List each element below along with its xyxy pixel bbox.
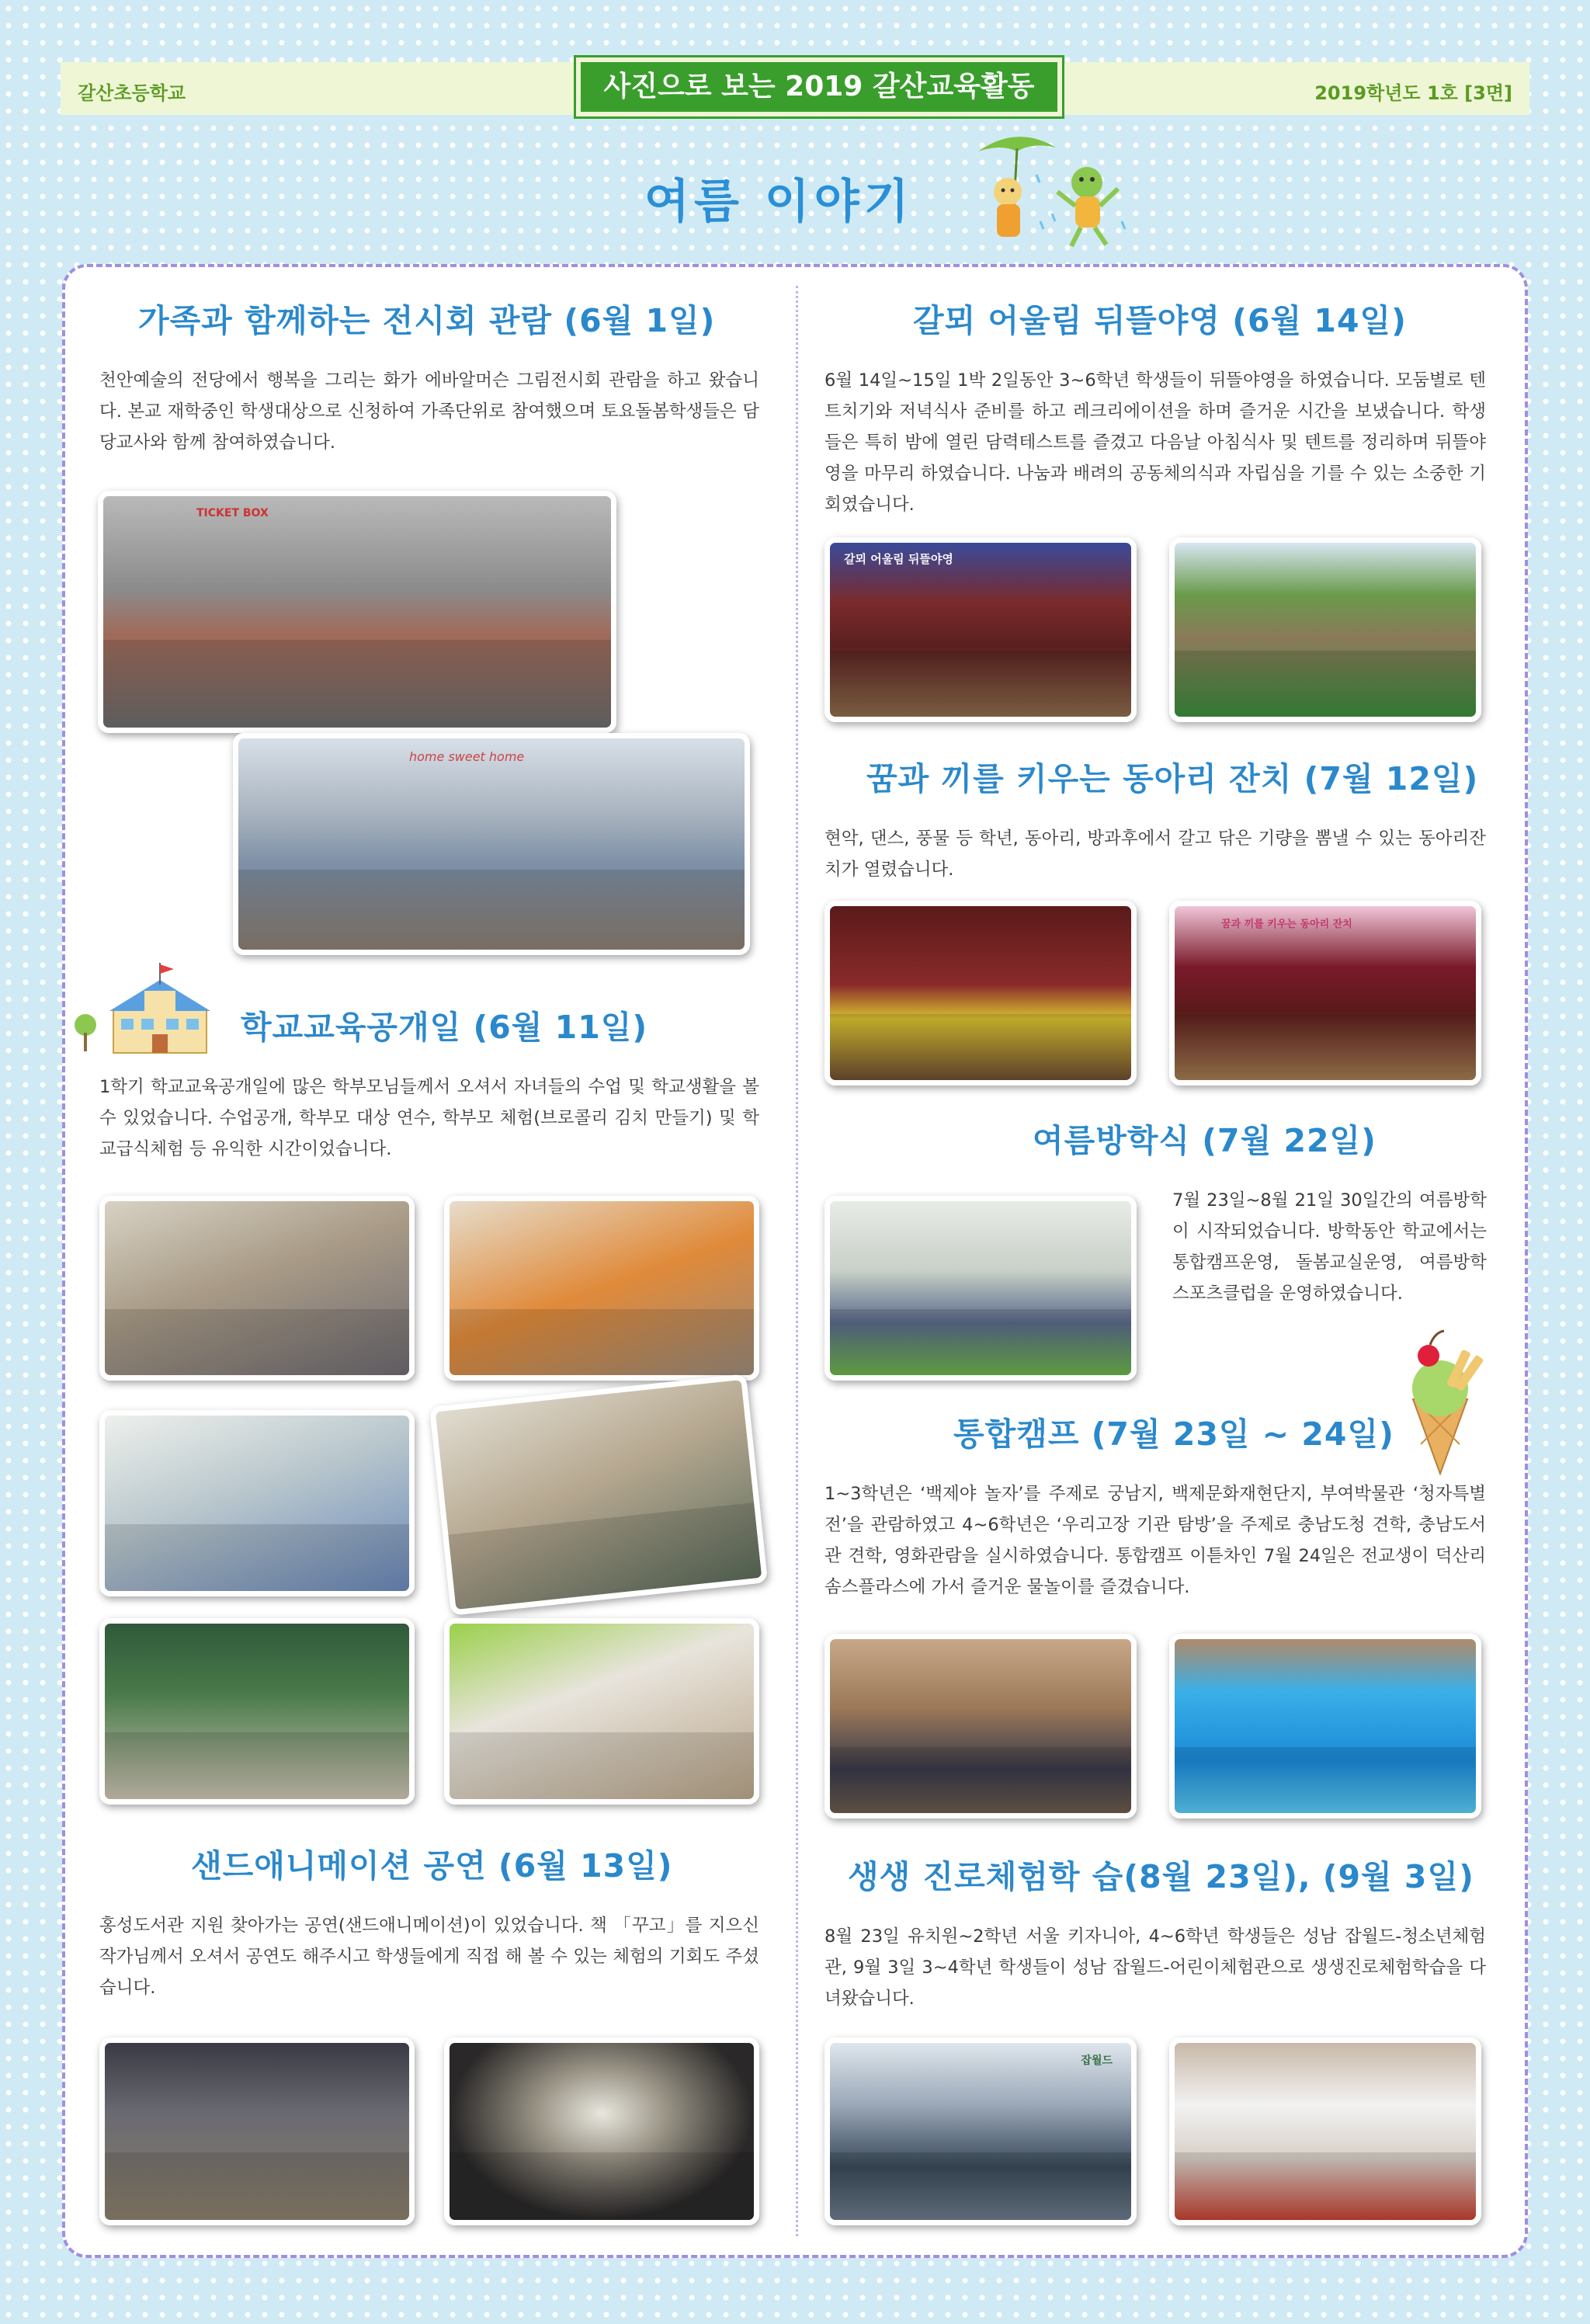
school-building-icon <box>75 963 222 1056</box>
photo-vacation-ceremony <box>825 1196 1137 1381</box>
column-divider <box>796 286 798 2236</box>
photo-sand-animation-2 <box>444 2037 759 2225</box>
text-family-exhibition: 천안예술의 전당에서 행복을 그리는 화가 에바알머슨 그림전시회 관람을 하고 왔습니다. 본교 재학중인 학생대상으로 신청하여 가족단위로 참여했으며 토요돌봄학생들은 담당교사와 함께 참여하였습니다. <box>99 370 759 453</box>
photo-camp-water-park <box>1169 1634 1481 1819</box>
text-open-class: 1학기 학교교육공개일에 많은 학부모님들께서 오셔서 자녀들의 수업 및 학교생활을 볼 수 있었습니다. 수업공개, 학부모 대상 연수, 학부모 체험(브로콜리 김치 만들기) 및 학교급식체험 등 유익한 시간이었습니다. <box>99 1077 759 1159</box>
photo-career-job-world <box>825 2037 1137 2225</box>
heading-camping: 갈뫼 어울림 뒤뜰야영 (6월 14일) <box>913 302 1407 339</box>
photo-open-class-3 <box>429 1374 768 1615</box>
photo-open-class-2 <box>99 1410 415 1596</box>
photo-open-class-4 <box>99 1618 415 1805</box>
heading-club-festival: 꿈과 끼를 키우는 동아리 잔치 (7월 12일) <box>866 760 1479 797</box>
heading-vacation-ceremony: 여름방학식 (7월 22일) <box>1033 1122 1376 1159</box>
photo-club-performance-2 <box>1169 901 1481 1086</box>
photo-exhibition-group-2 <box>233 733 750 955</box>
text-club-festival: 현악, 댄스, 풍물 등 학년, 동아리, 방과후에서 갈고 닦은 기량을 뽐낼 수 있는 동아리잔치가 열렸습니다. <box>825 829 1486 880</box>
photo-kimchi-making <box>444 1196 759 1381</box>
text-career-experience: 8월 23일 유치원~2학년 서울 키자니아, 4~6학년 학생들은 성남 잡월드-청소년체험관, 9월 3일 3~4학년 학생들이 성남 잡월드-어린이체험관으로 생생진로체험학습을 다녀왔습니다. <box>825 1926 1486 2009</box>
wall-sign: home sweet home <box>409 749 525 764</box>
issue-number: 2019학년도 1호 [3면] <box>1314 82 1512 104</box>
heading-family-exhibition: 가족과 함께하는 전시회 관람 (6월 1일) <box>138 302 716 339</box>
text-vacation-ceremony: 7월 23일~8월 21일 30일간의 여름방학이 시작되었습니다. 방학동안 학교에서는 통합캠프운영, 돌봄교실운영, 여름방학 스포츠클럽을 운영하였습니다. <box>1172 1190 1487 1304</box>
heading-career-experience: 생생 진로체험학 습(8월 23일), (9월 3일) <box>848 1858 1474 1895</box>
photo-camping-tents <box>1169 537 1481 722</box>
photo-club-performance-1 <box>825 901 1137 1086</box>
top-bar <box>61 62 1529 115</box>
heading-open-class: 학교교육공개일 (6월 11일) <box>241 1009 648 1046</box>
text-camping: 6월 14일~15일 1박 2일동안 3~6학년 학생들이 뒤뜰야영을 하였습니다. 모둠별로 텐트치기와 저녁식사 준비를 하고 레크리에이션을 하며 즐거운 시간을 보냈습니다. 학생들은 특히 밤에 열린 담력테스트를 즐겼고 다음날 아침식사 및 텐트를 정리하며 뒤뜰야영을 마무리 하였습니다. 나눔과 배려의 공동체의식과 자립심을 기를 수 있는 소중한 기회였습니다. <box>825 370 1486 515</box>
heading-sand-animation: 샌드애니메이션 공연 (6월 13일) <box>191 1847 673 1885</box>
photo-exhibition-group-1 <box>98 491 616 733</box>
club-banner-text: 꿈과 끼를 키우는 동아리 잔치 <box>1221 919 1352 930</box>
page-title: 여름 이야기 <box>644 175 914 229</box>
photo-open-class-5 <box>444 1618 759 1805</box>
ticket-box-sign: TICKET BOX <box>196 507 269 519</box>
school-name: 갈산초등학교 <box>78 82 186 104</box>
text-integrated-camp: 1~3학년은 ‘백제야 놀자’를 주제로 궁남지, 백제문화재현단지, 부여박물관 ‘청자특별전’을 관람하였고 4~6학년은 ‘우리고장 기관 탐방’을 주제로 충남도청 견학, 충남도서관 견학, 영화관람을 실시하였습니다. 통합캠프 이튿차인 7월 24일은 전교생이 덕산리솜스플라스에 가서 즐거운 물놀이를 즐겼습니다. <box>825 1484 1486 1597</box>
text-sand-animation: 홍성도서관 지원 찾아가는 공연(샌드애니메이션)이 있었습니다. 책 「꾸고」를 지으신 작가님께서 오셔서 공연도 해주시고 학생들에게 직접 해 볼 수 있는 체험의 기회도 주셨습니다. <box>99 1916 759 1998</box>
photo-camping-stage <box>825 537 1137 722</box>
heading-integrated-camp: 통합캠프 (7월 23일 ~ 24일) <box>953 1416 1394 1453</box>
ice-cream-icon <box>1390 1328 1491 1475</box>
section-banner: 사진으로 보는 2019 갈산교육활동 <box>576 57 1062 116</box>
photo-career-kidzania <box>1169 2037 1481 2225</box>
stage-banner-text: 갈뫼 어울림 뒤뜰야영 <box>844 552 953 566</box>
photo-open-class-1 <box>99 1196 415 1381</box>
mascot-illustration <box>963 128 1141 252</box>
photo-sand-animation-1 <box>99 2037 415 2225</box>
job-world-sign: 잡월드 <box>1081 2055 1113 2067</box>
photo-camp-council-hall <box>825 1634 1137 1819</box>
